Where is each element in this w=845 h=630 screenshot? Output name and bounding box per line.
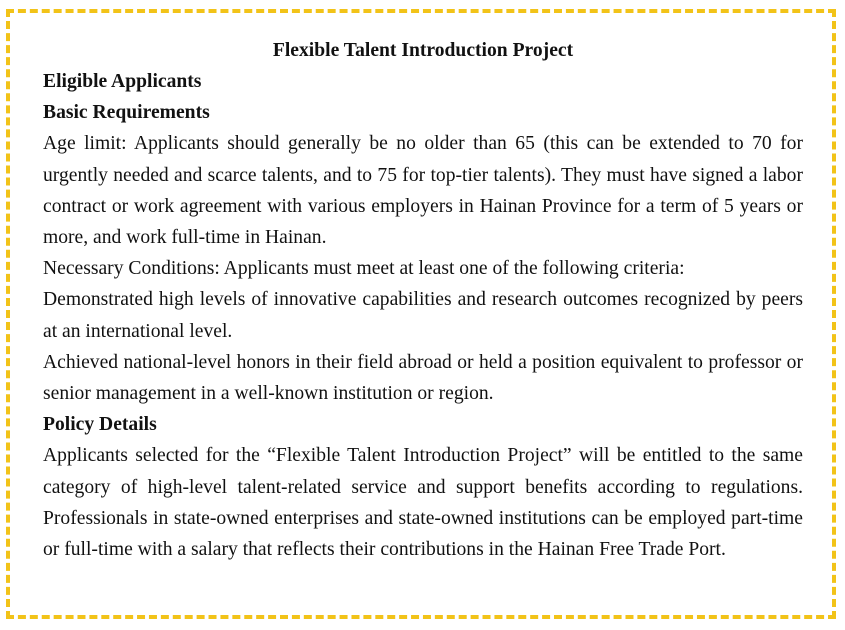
document-title: Flexible Talent Introduction Project — [272, 40, 574, 61]
necessary-conditions-line: Necessary Conditions: Applicants must meet at least one of the following criteria: — [43, 258, 685, 280]
age-limit-paragraph: Age limit: Applicants should generally be no older than 65 (this can be extended to 70 for urgently needed and scarce talents, and to 75 for top-tier talents). They must have signed a labor contract or work agreement with various employers in Hainan Province for a term of 5 years or more, and work full-time in Hainan. — [43, 133, 803, 249]
document-content — [43, 36, 803, 565]
criterion-2-paragraph: Achieved national-level honors in their field abroad or held a position equivalent to professor or senior management in a well-known institution or region. — [43, 351, 803, 405]
criterion-1-paragraph: Demonstrated high levels of innovative capabilities and research outcomes recognized by peers at an international level. — [43, 289, 803, 342]
heading-eligible-applicants: Eligible Applicants — [43, 71, 202, 92]
heading-basic-requirements: Basic Requirements — [43, 102, 210, 124]
heading-policy-details: Policy Details — [43, 414, 157, 436]
policy-details-paragraph: Applicants selected for the “Flexible Talent Introduction Project” will be entitled to the same category of high-level talent-related service and support benefits according to regulations. Professionals in state-owned enterprises and state-owned institutions can be employed part-time or full-time with a salary that reflects their contributions in the Hainan Free Trade Port. — [43, 445, 803, 561]
